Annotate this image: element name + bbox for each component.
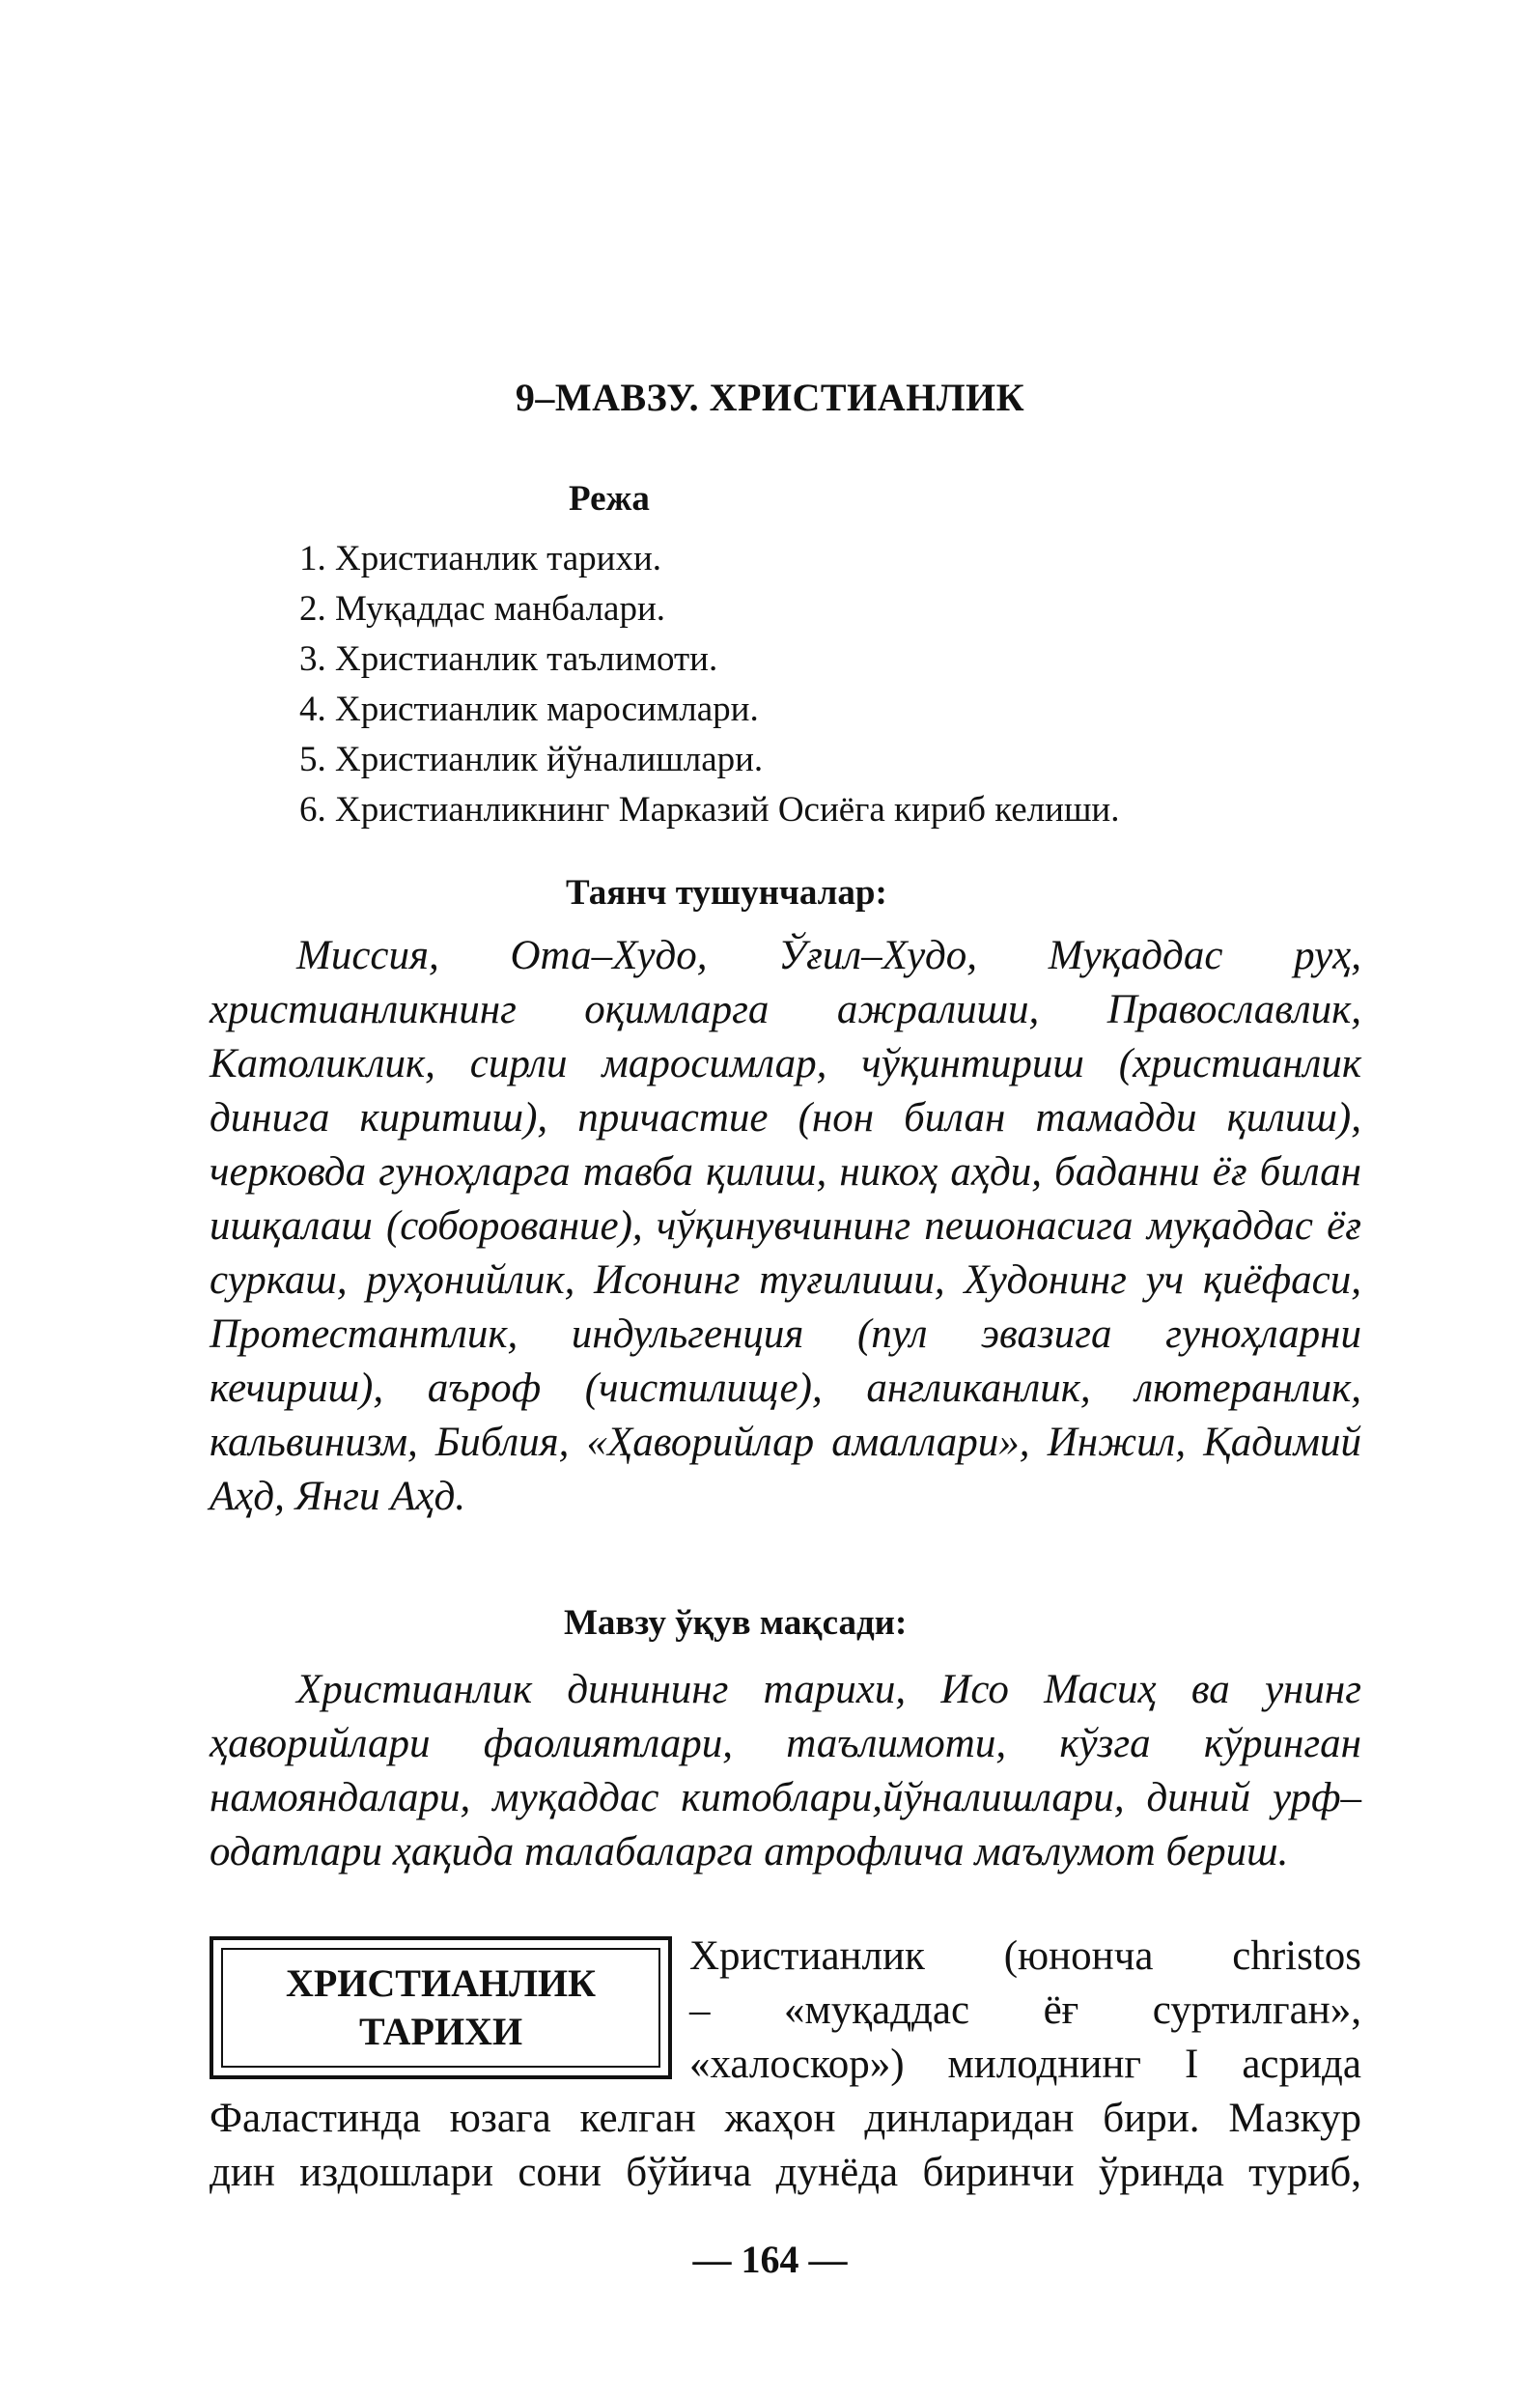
key-concepts-heading: Таянч тушунчалар: — [566, 873, 887, 913]
key-concepts-paragraph — [210, 929, 1361, 1524]
plan-item: 4. Христианлик маросимлари. — [299, 690, 759, 729]
text-line: Фаластинда юзага келган жаҳон динларидан бири. Мазкур — [210, 2096, 1361, 2141]
key-concepts-text: Миссия, Ота–Худо, Ўғил–Худо, Муқаддас руҳ, христианликнинг оқимларга ажралиши, Православлик, Католиклик, сирли маросимлар, чўқинтириш (христианлик динига киритиш), причастие (нон билан тамадди қилиш), черковда гуноҳларга тавба қилиш, никоҳ аҳди, баданни ёғ билан ишқалаш (соборование), чўқинувчининг пешонасига муқаддас ёғ суркаш, руҳонийлик, Исонинг туғилиши, Худонинг уч қиёфаси, Протестантлик, индульгенция (пул эвазига гуноҳларни кечириш), аъроф (чистилище), англиканлик, лютеранлик, кальвинизм, Библия, «Ҳаворийлар амаллари», Инжил, Қадимий Аҳд, Янги Аҳд. — [210, 933, 1361, 1519]
page-title: 9–МАВЗУ. ХРИСТИАНЛИК — [515, 376, 1025, 419]
plan-item: 3. Христианлик таълимоти. — [299, 639, 718, 679]
section-title-box-inner — [221, 1948, 660, 2068]
plan-list — [299, 534, 1119, 835]
section-intro-side-text — [689, 1930, 1361, 2092]
aim-text: Христианлик динининг тарихи, Исо Масиҳ ва унинг ҳаворийлари фаолиятлари, таълимоти, кўзга кўринган намояндалари, муқаддас китоблари,йўналишлари, диний урф–одатлари ҳақида талабаларга атрофлича маълумот бериш. — [210, 1667, 1361, 1875]
plan-heading: Режа — [569, 479, 650, 519]
text-line: Христианлик (юнонча christos — [689, 1933, 1361, 1979]
plan-item: 6. Христианликнинг Марказий Осиёга кириб келиши. — [299, 790, 1120, 830]
section-body-text — [210, 2092, 1361, 2200]
text-line: «халоскор») милоднинг I асрида — [689, 2042, 1361, 2087]
text-line: – «муқаддас ёғ суртилган», — [689, 1987, 1361, 2033]
section-title-box — [210, 1936, 672, 2079]
section-title-line: ХРИСТИАНЛИК — [285, 1961, 597, 2005]
aim-heading: Мавзу ўқув мақсади: — [564, 1603, 908, 1643]
plan-item: 5. Христианлик йўналишлари. — [299, 740, 764, 779]
aim-paragraph — [210, 1663, 1361, 1879]
plan-item: 2. Муқаддас манбалари. — [299, 589, 666, 629]
text-line: дин издошлари сони бўйича дунёда биринчи ўринда туриб, — [210, 2150, 1361, 2195]
page-number: — 164 — — [692, 2238, 848, 2281]
section-title-line: ТАРИХИ — [358, 2010, 523, 2053]
plan-item: 1. Христианлик тарихи. — [299, 539, 662, 578]
